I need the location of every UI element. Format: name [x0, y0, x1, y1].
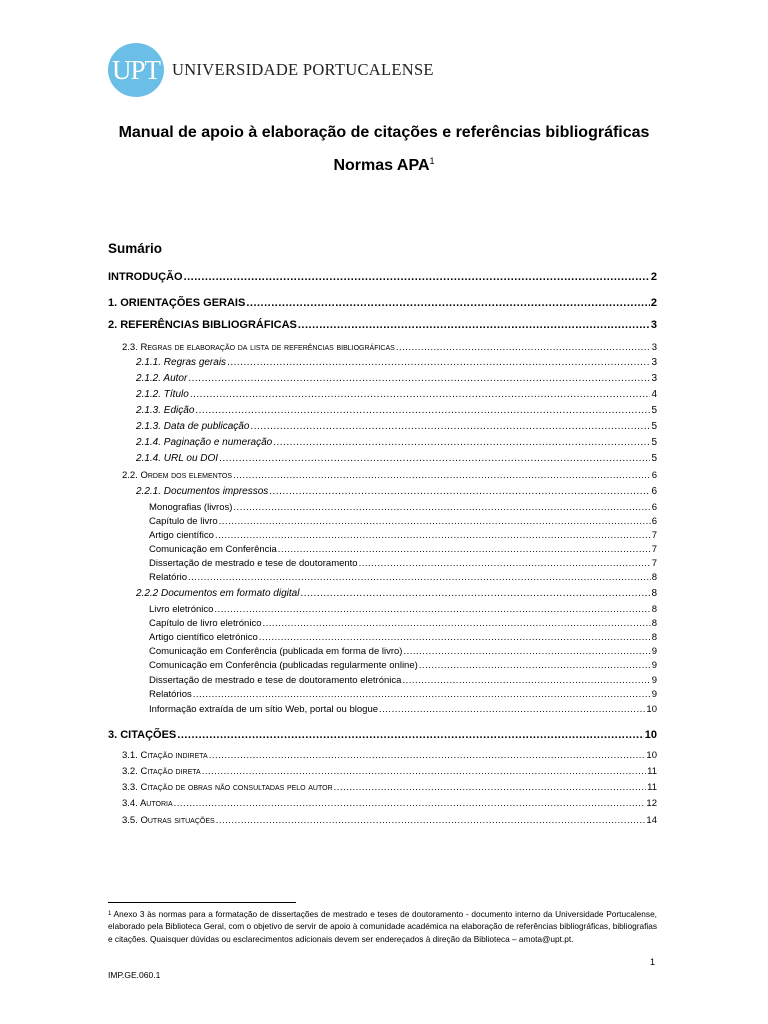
- toc-entry[interactable]: [136, 421, 657, 432]
- toc-entry[interactable]: [149, 632, 657, 643]
- toc-entry-page: 7: [651, 558, 657, 569]
- page-number: 1: [650, 957, 656, 967]
- toc-dot-leader: [334, 782, 646, 793]
- toc-entry-page: 6: [651, 502, 657, 513]
- toc-entry-page: 3: [650, 319, 657, 331]
- toc-dot-leader: [300, 588, 650, 599]
- toc-entry-page: 10: [646, 750, 657, 761]
- toc-entry-page: 9: [651, 660, 657, 671]
- toc-entry-label: 2.1.4. URL ou DOI: [136, 453, 219, 464]
- toc-entry[interactable]: [122, 470, 657, 481]
- toc-entry-label: Capítulo de livro eletrónico: [149, 618, 262, 629]
- toc-entry-page: 6: [651, 486, 657, 497]
- toc-entry-label: Artigo científico: [149, 530, 214, 541]
- toc-entry[interactable]: [149, 544, 657, 555]
- university-logo: [108, 43, 434, 97]
- toc-dot-leader: [233, 470, 651, 481]
- toc-dot-leader: [202, 766, 646, 777]
- toc-entry[interactable]: [122, 750, 657, 761]
- footnote-text: Anexo 3 às normas para a formatação de dissertações de mestrado e teses de doutoramento - documento interno da Universidade Portucalense, elaborado pela Biblioteca Geral, com o objetivo de servir de apoio à comunidade académica na elaboração de referências bibliográficas, bibliografias e citações. Quaisquer dúvidas ou esclarecimentos adicionais devem ser endereçados à direção da Biblioteca – amota@upt.pt.: [108, 909, 657, 944]
- toc-entry-page: 5: [651, 421, 657, 432]
- toc-entry-page: 11: [647, 782, 657, 793]
- toc-entry-page: 4: [651, 389, 657, 400]
- toc-dot-leader: [250, 421, 650, 432]
- toc-entry[interactable]: [136, 373, 657, 384]
- toc-dot-leader: [209, 750, 646, 761]
- toc-entry-label: 2.1.3. Edição: [136, 405, 195, 416]
- toc-dot-leader: [359, 558, 651, 569]
- toc-dot-leader: [216, 815, 646, 826]
- toc-dot-leader: [273, 437, 650, 448]
- toc-entry-label: 2.1.2. Título: [136, 389, 189, 400]
- toc-dot-leader: [219, 516, 651, 527]
- toc-dot-leader: [188, 373, 650, 384]
- toc-entry[interactable]: [149, 646, 657, 657]
- toc-entry-label: Dissertação de mestrado e tese de doutoramento: [149, 558, 358, 569]
- toc-dot-leader: [227, 357, 650, 368]
- toc-entry-label: Capítulo de livro: [149, 516, 218, 527]
- university-name: UNIVERSIDADE PORTUCALENSE: [172, 60, 434, 79]
- toc-entry-page: 5: [651, 437, 657, 448]
- toc-entry-page: 10: [646, 704, 657, 715]
- toc-entry-label: Informação extraída de um sítio Web, portal ou blogue: [149, 704, 379, 715]
- document-subtitle: [0, 157, 768, 175]
- toc-entry-label: 2.1.1. Regras gerais: [136, 357, 227, 368]
- toc-entry[interactable]: [122, 798, 657, 809]
- toc-entry-label: Artigo científico eletrónico: [149, 632, 258, 643]
- toc-dot-leader: [177, 729, 643, 741]
- toc-entry[interactable]: [149, 502, 657, 513]
- toc-entry-label: 2.2.2 Documentos em formato digital: [136, 588, 300, 599]
- toc-entry-page: 8: [651, 632, 657, 643]
- toc-entry-label: Dissertação de mestrado e tese de doutoramento eletrónica: [149, 675, 402, 686]
- toc-entry-page: 3: [651, 342, 657, 353]
- toc-entry-label: 2.1.2. Autor: [136, 373, 188, 384]
- toc-entry-page: 11: [647, 766, 657, 777]
- toc-entry-label: 2.3. Regras de elaboração da lista de referências bibliográficas: [122, 342, 395, 353]
- toc-dot-leader: [396, 342, 651, 353]
- footnote-separator: [108, 902, 296, 903]
- toc-entry-page: 7: [651, 544, 657, 555]
- toc-dot-leader: [215, 530, 651, 541]
- toc-entry-page: 2: [650, 271, 657, 283]
- toc-entry-label: 3.5. Outras situações: [122, 815, 215, 826]
- toc-entry[interactable]: [136, 405, 657, 416]
- toc-dot-leader: [402, 675, 650, 686]
- toc-entry-label: 2.2.1. Documentos impressos: [136, 486, 269, 497]
- toc-entry-label: Comunicação em Conferência (publicada em forma de livro): [149, 646, 403, 657]
- toc-entry[interactable]: [149, 530, 657, 541]
- toc-entry-label: 2.2. Ordem dos elementos: [122, 470, 232, 481]
- toc-entry[interactable]: [108, 319, 657, 331]
- toc-entry-label: Comunicação em Conferência (publicadas regularmente online): [149, 660, 418, 671]
- toc-entry[interactable]: [149, 704, 657, 715]
- toc-dot-leader: [379, 704, 645, 715]
- toc-entry[interactable]: [149, 618, 657, 629]
- toc-entry[interactable]: [136, 357, 657, 368]
- toc-dot-leader: [259, 632, 651, 643]
- toc-entry-label: Livro eletrónico: [149, 604, 214, 615]
- toc-dot-leader: [233, 502, 650, 513]
- toc-dot-leader: [269, 486, 650, 497]
- logo-text: UPT: [111, 54, 160, 85]
- toc-entry-page: 6: [651, 516, 657, 527]
- toc-entry[interactable]: [149, 689, 657, 700]
- subtitle-text: Normas APA: [333, 157, 430, 174]
- toc-entry-page: 9: [651, 646, 657, 657]
- toc-entry-label: 1. ORIENTAÇÕES GERAIS: [108, 297, 246, 309]
- toc-dot-leader: [195, 405, 650, 416]
- footnote-mark: 1: [108, 911, 112, 917]
- toc-entry-label: 3.4. Autoria: [122, 798, 173, 809]
- toc-entry[interactable]: [149, 660, 657, 671]
- toc-entry-page: 8: [651, 572, 657, 583]
- toc-entry-label: Relatórios: [149, 689, 192, 700]
- toc-entry-label: 3. CITAÇÕES: [108, 729, 177, 741]
- toc-entry-label: INTRODUÇÃO: [108, 271, 183, 283]
- toc-entry-page: 12: [646, 798, 657, 809]
- toc-dot-leader: [193, 689, 651, 700]
- toc-entry[interactable]: [136, 437, 657, 448]
- toc-dot-leader: [219, 453, 650, 464]
- footnote: [108, 908, 657, 945]
- toc-dot-leader: [262, 618, 650, 629]
- footnote-reference[interactable]: 1: [429, 156, 435, 166]
- toc-entry[interactable]: [149, 516, 657, 527]
- toc-dot-leader: [403, 646, 650, 657]
- toc-entry[interactable]: [149, 558, 657, 569]
- toc-entry-label: 2.1.4. Paginação e numeração: [136, 437, 273, 448]
- toc-dot-leader: [184, 271, 650, 283]
- toc-dot-leader: [419, 660, 651, 671]
- toc-entry-page: 3: [651, 357, 657, 368]
- toc-dot-leader: [298, 319, 650, 331]
- toc-dot-leader: [214, 604, 650, 615]
- toc-entry-page: 6: [651, 470, 657, 481]
- toc-entry[interactable]: [149, 675, 657, 686]
- toc-entry-page: 8: [651, 588, 657, 599]
- document-title: Manual de apoio à elaboração de citações e referências bibliográficas: [118, 124, 650, 141]
- toc-entry-page: 5: [651, 453, 657, 464]
- toc-entry-label: 3.1. Citação indireta: [122, 750, 208, 761]
- toc-entry-page: 5: [651, 405, 657, 416]
- toc-entry[interactable]: [122, 766, 657, 777]
- toc-entry-page: 8: [651, 604, 657, 615]
- toc-entry[interactable]: [136, 588, 657, 599]
- toc-entry[interactable]: [149, 572, 657, 583]
- toc-entry[interactable]: [136, 389, 657, 400]
- toc-dot-leader: [278, 544, 651, 555]
- toc-entry[interactable]: [108, 729, 657, 741]
- toc-dot-leader: [188, 572, 651, 583]
- toc-entry-label: 3.2. Citação direta: [122, 766, 201, 777]
- toc-entry-page: 7: [651, 530, 657, 541]
- document-code: IMP.GE.060.1: [108, 970, 161, 980]
- toc-entry[interactable]: [122, 782, 657, 793]
- toc-entry[interactable]: [136, 486, 657, 497]
- summary-heading: Sumário: [108, 241, 163, 256]
- toc-entry-label: Relatório: [149, 572, 188, 583]
- toc-entry-page: 9: [651, 689, 657, 700]
- upt-logo-icon: [108, 43, 164, 97]
- toc-entry-page: 14: [646, 815, 657, 826]
- toc-entry-label: Monografias (livros): [149, 502, 233, 513]
- toc-dot-leader: [190, 389, 651, 400]
- toc-dot-leader: [174, 798, 646, 809]
- toc-entry[interactable]: [149, 604, 657, 615]
- toc-dot-leader: [246, 297, 650, 309]
- toc-entry-label: 2.1.3. Data de publicação: [136, 421, 250, 432]
- toc-entry[interactable]: [122, 342, 657, 353]
- toc-entry-page: 9: [651, 675, 657, 686]
- toc-entry-page: 3: [651, 373, 657, 384]
- toc-entry[interactable]: [108, 271, 657, 283]
- toc-entry[interactable]: [122, 815, 657, 826]
- toc-entry-page: 8: [651, 618, 657, 629]
- toc-entry-label: 2. REFERÊNCIAS BIBLIOGRÁFICAS: [108, 319, 297, 331]
- toc-entry-page: 10: [644, 729, 657, 741]
- toc-entry-page: 2: [650, 297, 657, 309]
- toc-entry[interactable]: [108, 297, 657, 309]
- toc-entry-label: 3.3. Citação de obras não consultadas pelo autor: [122, 782, 333, 793]
- toc-entry[interactable]: [136, 453, 657, 464]
- toc-entry-label: Comunicação em Conferência: [149, 544, 277, 555]
